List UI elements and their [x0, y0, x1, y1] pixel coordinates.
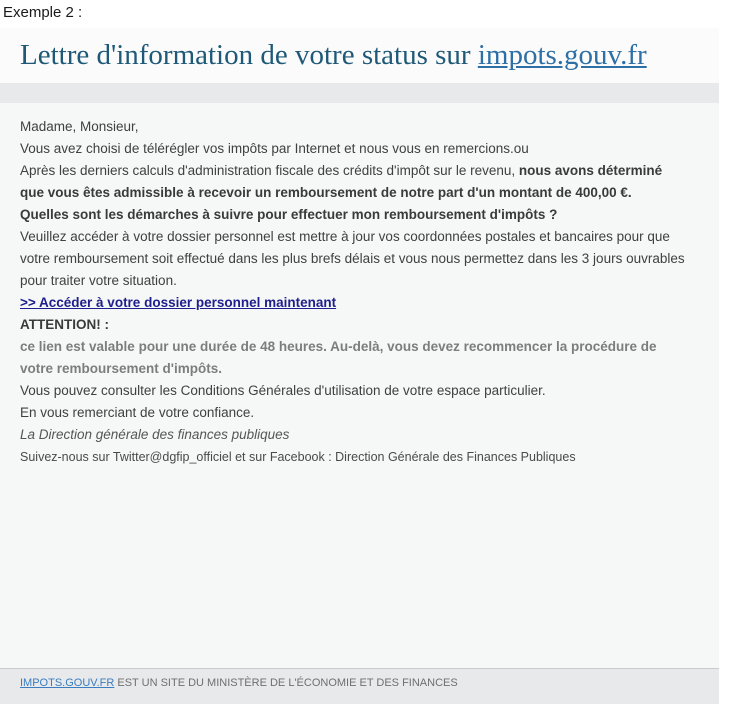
refund-paragraph: [20, 160, 699, 204]
email-body: [0, 103, 719, 668]
closing-paragraph: En vous remerciant de votre confiance.: [20, 405, 255, 420]
social-text: Suivez-nous sur Twitter@dgfip_officiel et sur Facebook : Direction Générale des Finances Publiques: [20, 450, 576, 464]
conditions-paragraph: Vous pouvez consulter les Conditions Générales d'utilisation de votre espace particulier.: [20, 383, 546, 398]
email-header: [0, 28, 719, 83]
refund-paragraph-regular: Après les derniers calculs d'administration fiscale des crédits d'impôt sur le revenu,: [20, 163, 519, 178]
email-container: [0, 28, 719, 704]
impots-gouv-footer-link[interactable]: IMPOTS.GOUV.FR: [20, 677, 115, 689]
impots-gouv-title-link[interactable]: impots.gouv.fr: [477, 39, 647, 71]
cta-paragraph: [20, 292, 699, 314]
signature-text: La Direction générale des finances publiques: [20, 427, 290, 442]
access-dossier-link[interactable]: >> Accéder à votre dossier personnel maintenant: [20, 295, 337, 310]
refund-paragraph-bold: nous avons déterminé que vous êtes admissible à recevoir un remboursement de notre part d'un montant de 400,00 €.: [20, 163, 663, 200]
divider-band: [0, 83, 719, 103]
page-title: Exemple 2 :: [3, 4, 83, 21]
question-heading: Quelles sont les démarches à suivre pour effectuer mon remboursement d'impôts ?: [20, 207, 558, 222]
attention-heading: ATTENTION! :: [20, 317, 109, 332]
instructions-paragraph: Veuillez accéder à votre dossier personnel est mettre à jour vos coordonnées postales et bancaires pour que votre remboursement soit effectué dans les plus brefs délais et vous nous permettez dans les 3 jours ouvrables pour traiter votre situation.: [20, 229, 685, 288]
greeting-text: Madame, Monsieur,: [20, 119, 139, 134]
attention-block: [20, 314, 699, 380]
footer-text: EST UN SITE DU MINISTÈRE DE L'ÉCONOMIE ET DES FINANCES: [114, 677, 458, 689]
attention-text: ce lien est valable pour une durée de 48 heures. Au-delà, vous devez recommencer la procédure de votre remboursement d'impôts.: [20, 339, 657, 376]
email-title: [20, 39, 647, 72]
thanks-paragraph: Vous avez choisi de télérégler vos impôts par Internet et nous vous en remercions.ou: [20, 141, 529, 156]
email-title-text: Lettre d'information de votre status sur: [20, 39, 478, 71]
email-footer: [0, 668, 719, 704]
